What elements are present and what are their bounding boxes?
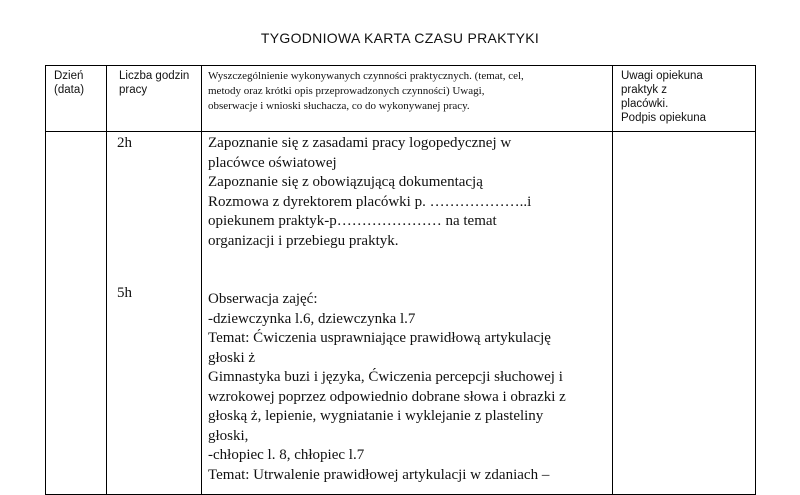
entry-hours: 5h (117, 285, 132, 301)
entry-line: głoską ż, lepienie, wygniatanie i wyklejanie z plasteliny (208, 408, 544, 424)
hours-cell (107, 132, 202, 495)
entry-line: Gimnastyka buzi i języka, Ćwiczenia percepcji słuchowej i (208, 369, 563, 385)
header-notes-line: Podpis opiekuna (621, 112, 707, 124)
entry-line: Obserwacja zajęć: (208, 291, 318, 307)
entry-hours: 2h (117, 135, 132, 151)
header-notes (613, 66, 756, 132)
document-title: TYGODNIOWA KARTA CZASU PRAKTYKI (260, 30, 540, 46)
header-row (46, 66, 756, 132)
header-notes-line: praktyk z (621, 84, 668, 96)
entry-line: głoski, (208, 427, 249, 444)
description-cell (202, 132, 613, 495)
entry-line: Rozmowa z dyrektorem placówki p. ………………..i (208, 193, 532, 210)
entry-line: Zapoznanie się z zasadami pracy logopedycznej w (208, 135, 512, 151)
entry-line: wzrokowej poprzez odpowiednio dobrane słowa i obrazki z (208, 388, 566, 405)
entry-line: Temat: Ćwiczenia usprawniające prawidłową artykulację (208, 330, 551, 346)
header-hours (107, 66, 202, 132)
header-hours-line: Liczba godzin (119, 70, 190, 82)
entry-line: Zapoznanie się z obowiązującą dokumentacją (208, 174, 483, 190)
entry-line: -chłopiec l. 8, chłopiec l.7 (208, 447, 365, 463)
header-date-line: Dzień (54, 70, 84, 82)
entry-line: opiekunem praktyk-p………………… na temat (208, 213, 497, 229)
entry-line: organizacji i przebiegu praktyk. (208, 232, 399, 249)
header-description-line: obserwacje i wnioski słuchacza, co do wykonywanej pracy. (208, 100, 470, 112)
header-description-line: metody oraz krótki opis przeprowadzonych czynności) Uwagi, (208, 85, 485, 97)
header-description (202, 66, 613, 132)
entry-line: głoski ż (208, 349, 256, 366)
time-card-table (45, 65, 756, 495)
header-date (46, 66, 107, 132)
header-notes-line: Uwagi opiekuna (621, 70, 703, 82)
entry-spacer (208, 251, 608, 290)
notes-cell (613, 132, 756, 495)
header-description-line: Wyszczególnienie wykonywanych czynności praktycznych. (temat, cel, (208, 70, 524, 82)
entry-line: placówce oświatowej (208, 154, 337, 171)
date-cell (46, 132, 107, 495)
header-notes-line: placówki. (621, 98, 669, 110)
entry-line: Temat: Utrwalenie prawidłowej artykulacji w zdaniach – (208, 466, 550, 483)
table-row (46, 132, 756, 495)
header-hours-line: pracy (119, 84, 148, 96)
entry-line: -dziewczynka l.6, dziewczynka l.7 (208, 310, 416, 327)
header-date-line: (data) (54, 84, 85, 96)
